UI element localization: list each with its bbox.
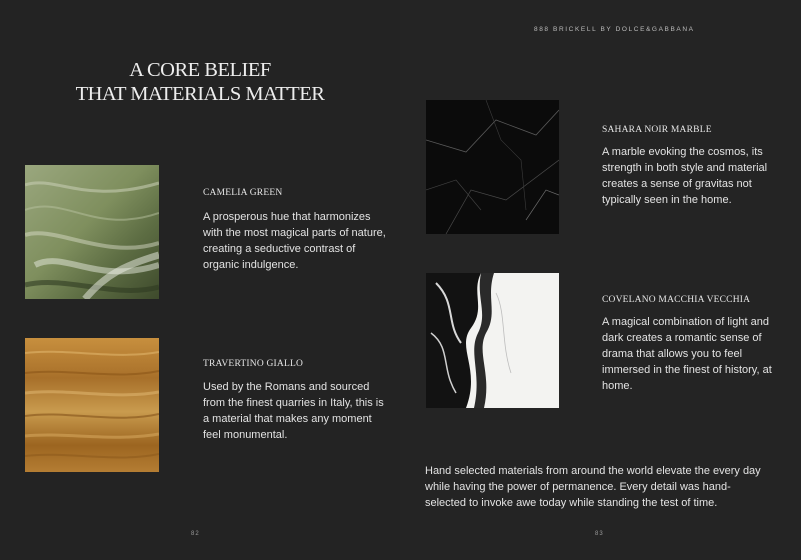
travertino-giallo-swatch bbox=[25, 338, 159, 472]
material-description: A prosperous hue that harmonizes with the most magical parts of nature, creating a seductive contrast of organic indulgence. bbox=[203, 211, 386, 271]
material-description: Used by the Romans and sourced from the finest quarries in Italy, this is a material that makes any moment feel monumental. bbox=[203, 381, 384, 441]
material-name: COVELANO MACCHIA VECCHIA bbox=[602, 295, 751, 305]
material-description: A magical combination of light and dark creates a romantic sense of drama that allows you to feel immersed in the finest of history, at home. bbox=[602, 316, 772, 392]
covelano-swatch bbox=[426, 273, 559, 408]
material-name: SAHARA NOIR MARBLE bbox=[602, 125, 712, 135]
page-number-right: 83 bbox=[595, 531, 604, 537]
title-line-2: THAT MATERIALS MATTER bbox=[75, 83, 325, 105]
page-title bbox=[40, 58, 360, 106]
sahara-noir-swatch bbox=[426, 100, 559, 234]
material-name: CAMELIA GREEN bbox=[203, 188, 283, 198]
material-description: A marble evoking the cosmos, its strength in both style and material creates a sense of gravitas not typically seen in the home. bbox=[602, 146, 768, 206]
page-number-left: 82 bbox=[191, 531, 200, 537]
closing-statement: Hand selected materials from around the world elevate the every day while having the power of permanence. Every detail was hand-selected to invoke awe today while standing the test of time. bbox=[425, 465, 761, 509]
camelia-green-swatch bbox=[25, 165, 159, 299]
material-name: TRAVERTINO GIALLO bbox=[203, 359, 304, 369]
header-brand: 888 BRICKELL BY DOLCE&GABBANA bbox=[534, 26, 695, 33]
title-line-1: A CORE BELIEF bbox=[129, 59, 271, 81]
